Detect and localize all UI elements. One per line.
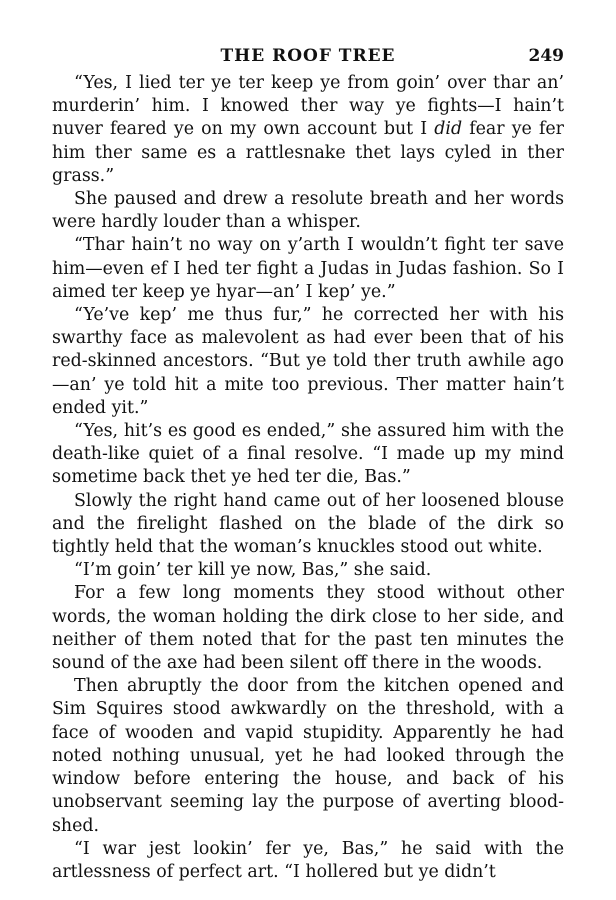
paragraph-2: She paused and drew a resolute breath and her words were hardly louder than a whisper. <box>52 189 564 233</box>
paragraph-5: “Yes, hit’s es good es ended,” she assured him with the death-like quiet of a final resolve. “I made up my mind sometime back thet ye hed ter die, Bas.” <box>52 421 564 488</box>
paragraph-3: “Thar hain’t no way on y’arth I wouldn’t fight ter save him—even ef I hed ter fight a Judas in Judas fashion. So I aimed ter keep ye hyar—an’ I kep’ ye.” <box>52 235 564 302</box>
paragraph-1: “Yes, I lied ter ye ter keep ye from goin’ over thar an’ murderin’ him. I knowed ther way ye fights—I hain’t nuver feared ye on my own account but I did fear ye fer him ther same es a rattlesnake thet lays cyled in ther grass.” <box>52 73 564 186</box>
paragraph-8: For a few long moments they stood without other words, the woman holding the dirk close to her side, and neither of them noted that for the past ten minutes the sound of the axe had been silent off there in the woods. <box>52 583 564 674</box>
paragraph-7: “I’m goin’ ter kill ye now, Bas,” she said. <box>74 560 432 581</box>
paragraph-6: Slowly the right hand came out of her loosened blouse and the firelight flashed on the blade of the dirk so tightly held that the woman’s knuckles stood out white. <box>52 490 564 558</box>
page-header <box>52 42 564 72</box>
paragraph-10: “I war jest lookin’ fer ye, Bas,” he said with the artlessness of perfect art. “I hollered but ye didn’t <box>52 838 564 882</box>
emphasis-did: did <box>434 119 463 140</box>
paragraph-9: Then abruptly the door from the kitchen opened and Sim Squires stood awkwardly on the threshold, with a face of wooden and vapid stupidity. Apparently he had noted nothing unusual, yet he had looked through the window before entering the house, and back of his unobservant seeming lay the purpose of averting blood-shed. <box>52 676 564 836</box>
book-page <box>52 42 564 884</box>
page-number: 249 <box>528 46 564 66</box>
paragraph-4: “Ye’ve kep’ me thus fur,” he corrected her with his swarthy face as malevolent as had ever been that of his red-skinned ancestors. “But ye told ther truth awhile ago—an’ ye told hit a mite too previous. Ther matter hain’t ended yit.” <box>52 305 564 418</box>
running-title: THE ROOF TREE <box>220 46 396 66</box>
body-text <box>52 72 564 884</box>
